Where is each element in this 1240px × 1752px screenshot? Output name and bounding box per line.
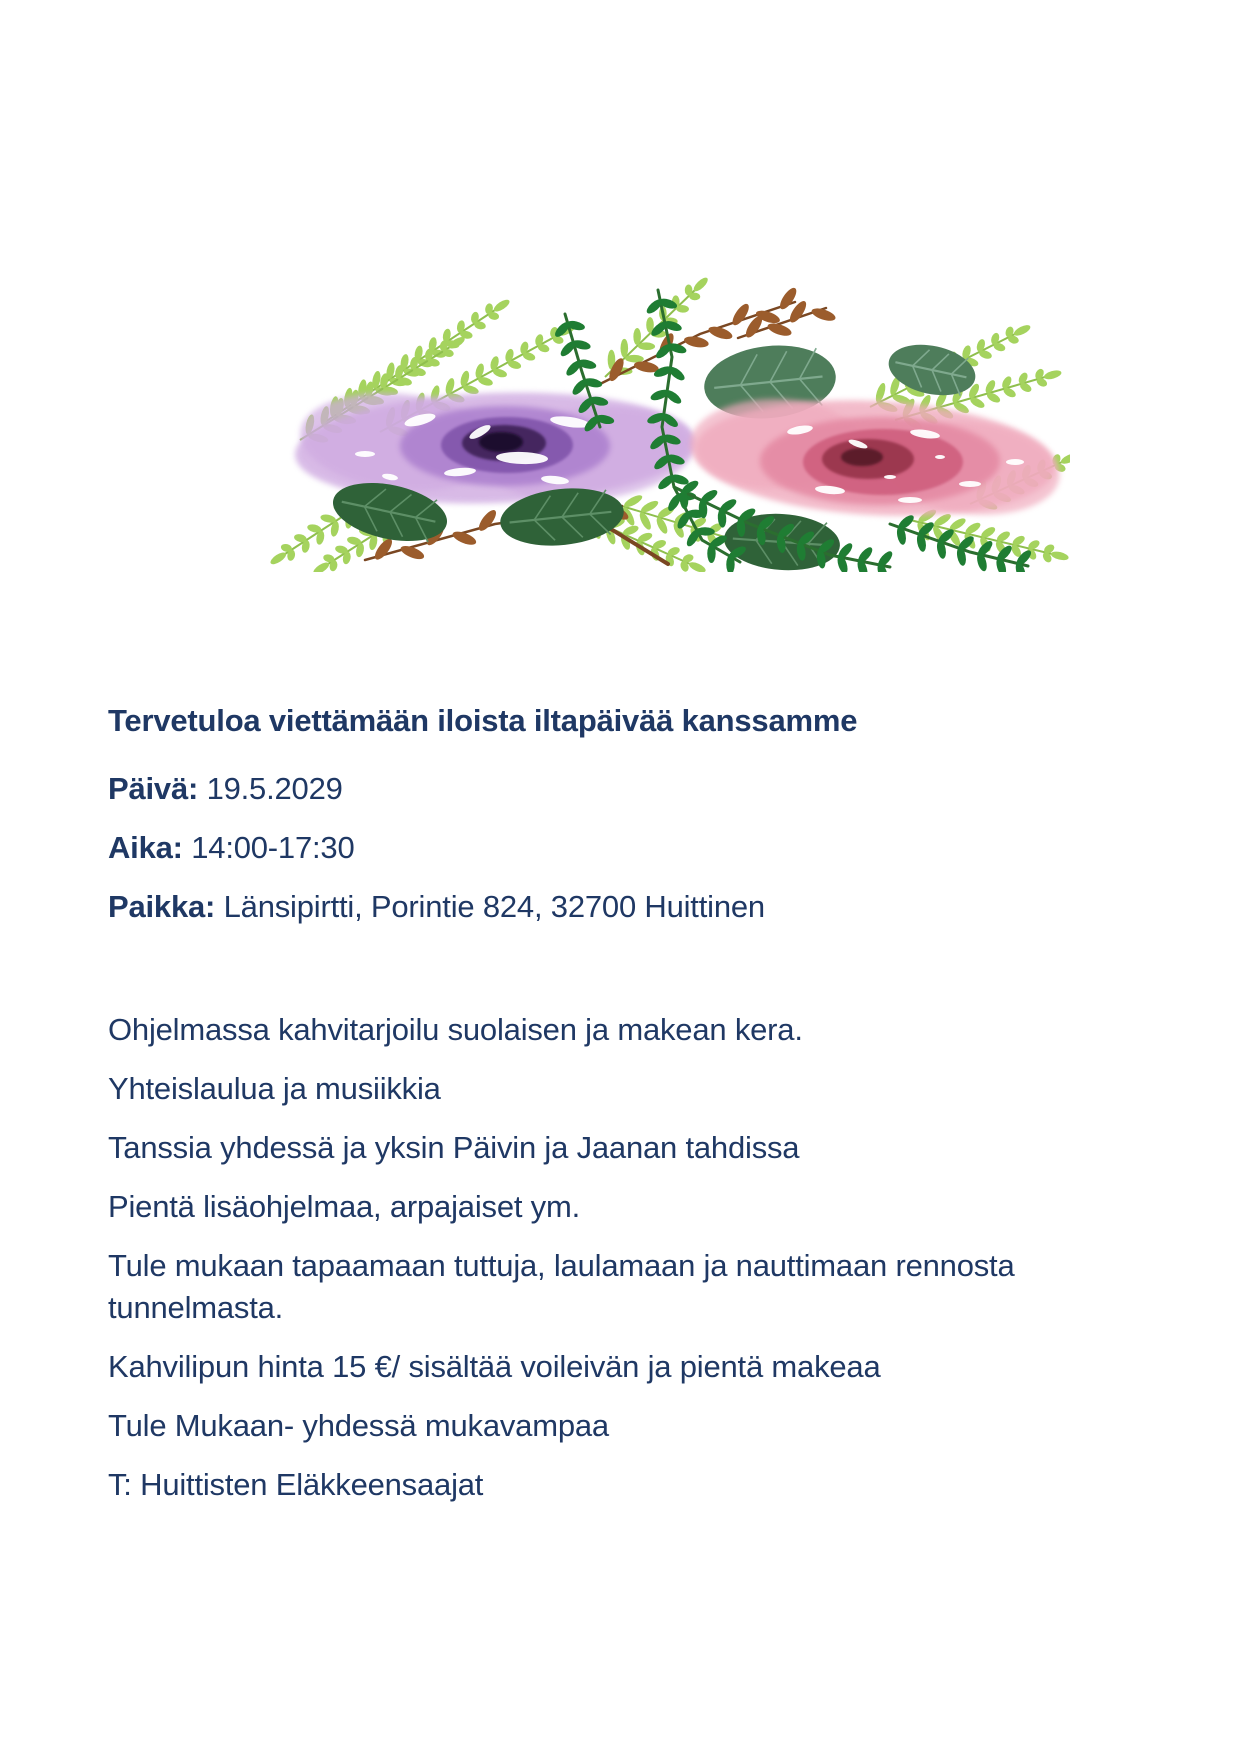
flyer-text xyxy=(108,700,1068,1523)
detail-line-place xyxy=(108,886,1068,928)
body-line: T: Huittisten Eläkkeensaajat xyxy=(108,1467,484,1502)
body-line: Pientä lisäohjelmaa, arpajaiset ym. xyxy=(108,1189,581,1224)
flower-illustration xyxy=(270,272,1070,572)
detail-label-date: Päivä: xyxy=(108,771,199,806)
body-line: Yhteislaulua ja musiikkia xyxy=(108,1071,441,1106)
flyer-title: Tervetuloa viettämään iloista iltapäivää kanssamme xyxy=(108,703,858,738)
body-line: Tule mukaan tapaamaan tuttuja, laulamaan ja nauttimaan rennosta tunnelmasta. xyxy=(108,1248,1015,1325)
body-line: Tule Mukaan- yhdessä mukavampaa xyxy=(108,1408,609,1443)
body-line: Ohjelmassa kahvitarjoilu suolaisen ja makean kera. xyxy=(108,1012,803,1047)
detail-value-date: 19.5.2029 xyxy=(206,771,343,806)
detail-value-place: Länsipirtti, Porintie 824, 32700 Huittinen xyxy=(223,889,765,924)
detail-line-date xyxy=(108,768,1068,810)
flower-illustration-svg xyxy=(270,272,1070,572)
detail-label-place: Paikka: xyxy=(108,889,216,924)
detail-line-time xyxy=(108,827,1068,869)
body-line: Kahvilipun hinta 15 €/ sisältää voileivän ja pientä makeaa xyxy=(108,1349,881,1384)
detail-label-time: Aika: xyxy=(108,830,183,865)
watercolor-flower xyxy=(690,392,1064,525)
body-line: Tanssia yhdessä ja yksin Päivin ja Jaanan tahdissa xyxy=(108,1130,800,1165)
detail-value-time: 14:00-17:30 xyxy=(191,830,355,865)
